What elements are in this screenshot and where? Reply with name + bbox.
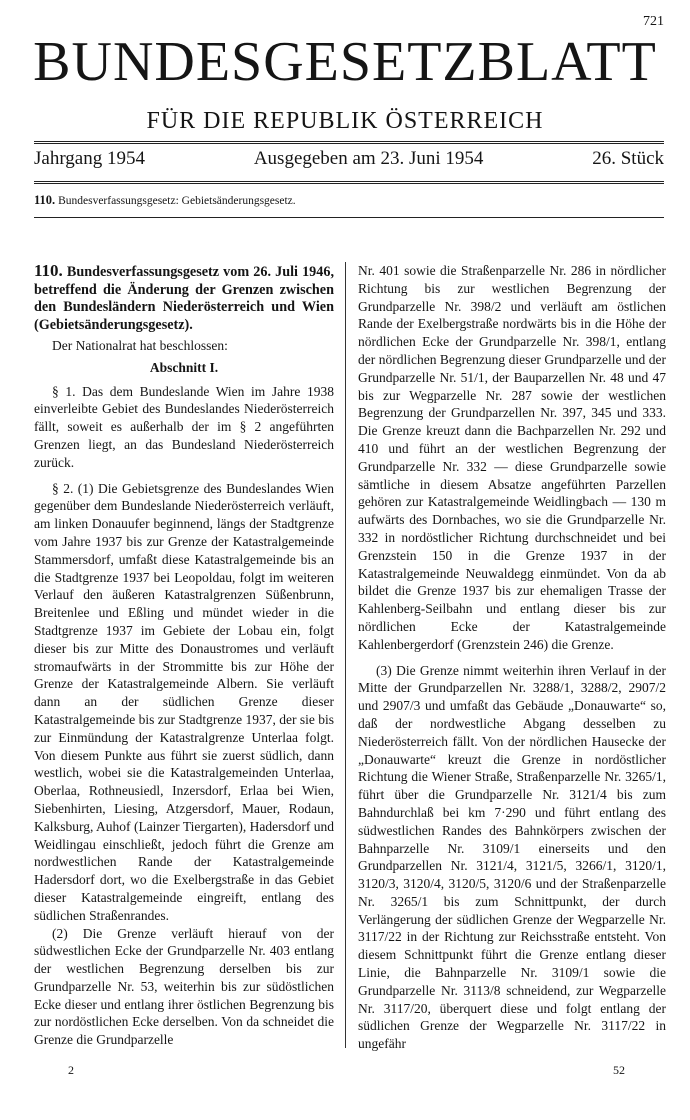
left-column xyxy=(34,262,334,1049)
law-number: 110. xyxy=(34,261,63,280)
section-heading: Abschnitt I. xyxy=(149,359,219,375)
issue-piece: 26. Stück xyxy=(592,148,664,169)
toc-number: 110. xyxy=(34,193,56,207)
paragraph: Nr. 401 sowie die Straßenparzelle Nr. 286 in nördlicher Richtung bis zur westlichen Begrenzung der Grundparzelle Nr. 398/2 und verläuft am östlichen Rande der Exelbergstraße nordwärts bis in die Höhe der nördlichen Ecke der Grundparzelle Nr. 398/1, entlang der nördlichen Begrenzung dieser Grundparzelle und der Grundparzelle Nr. 51/1, der Bauparzellen Nr. 48 und 47 bis zur Wegparzelle Nr. 287 sowie der westlichen Begrenzung der Grundparzellen Nr. 397, 345 und 333. Die Grenze kreuzt dann die Bachparzellen Nr. 292 und 410 und führt an der westlichen Begrenzung der Grundparzelle Nr. 332 — diese Grundparzelle sowie sämtliche in diesem Absatze angeführten Parzellen gehören zur Katastralgemeinde Weidlingbach — 130 m aufwärts des Dornbaches, wo sie die Grundparzelle Nr. 332 in nordöstlicher Richtung durchschneidet und bei Grenzstein 150 in die Grenze 1937 in der Katastralgemeinde Neuwaldegg einmündet. Von da ab bildet die Grenze 1937 bis zur ehemaligen Trasse der Kahlenberg-Seilbahn und entlang dieser bis zur nördlichen Ecke der Katastralgemeinde Kahlenbergerdorf (Grenzstein 246) die Grenze. xyxy=(358,263,666,652)
issue-row xyxy=(34,148,664,170)
rule-top xyxy=(34,141,664,144)
law-title: Bundesverfassungsgesetz vom 26. Juli 1946, betreffend die Änderung der Grenzen zwischen den Bundesländern Niederösterreich und Wien (Gebietsänderungsgesetz). xyxy=(34,264,334,333)
masthead-subtitle: FÜR DIE REPUBLIK ÖSTERREICH xyxy=(146,108,544,134)
footer-left: 2 xyxy=(68,1063,74,1077)
column-divider xyxy=(345,262,346,1048)
paragraph: § 2. (1) Die Gebietsgrenze des Bundeslandes Wien gegenüber dem Bundeslande Niederösterreich verläuft, am linken Donauufer beginnend, längs der Stadtgrenze vom Jahre 1937 bis zur Grenze der Katastralgemeinde Stammersdorf, umfaßt diese Katastralgemeinde bis an die Stadtgrenze 1937 bei Leopoldau, folgt im weiteren Verlauf den äußeren Katastralgrenzen Süßenbrunn, Breitenlee und Eßling und mündet wieder in die Stadtgrenze 1937 im Gebiete der Lobau ein, folgt dieser bis zur Mitte des Donaustromes und verläuft stromaufwärts in der Strommitte bis zur Höhe der Grenze der Katastralgemeinde Albern. Sie verläuft dann an der südlichen Grenze dieser Katastralgemeinde bis zur Stadtgrenze 1937, der sie bis zur Einmündung der Katastralgrenze Unterlaa folgt. Von diesem Punkte aus führt sie zuerst südlich, dann westlich, wobei sie die Katastralgemeinden Unterlaa, Oberlaa, Rothneusiedl, Inzersdorf, Erlaa bei Wien, Siebenhirten, Liesing, Atzgersdorf, Mauer, Rodaun, Kalksburg, Auhof (Lainzer Tiergarten), Hadersdorf und Weidlingau einschließt, jedoch führt die Grenze am nordwestlichen Rande der Katastralgemeinde Hadersdorf dort, wo die Exelbergstraße in das Gebiet dieser Katastralgemeinde eingreift, entlang des südlichen Straßenrandes. xyxy=(34,480,334,923)
paragraph: § 1. Das dem Bundeslande Wien im Jahre 1938 einverleibte Gebiet des Bundeslandes Niederösterreich fällt, soweit es außerhalb der im § 2 angeführten Grenzen liegt, an das Bundesland Niederösterreich zurück. xyxy=(34,383,334,470)
footer-right: 52 xyxy=(613,1063,625,1077)
law-intro: Der Nationalrat hat beschlossen: xyxy=(52,338,228,353)
toc-text: Bundesverfassungsgesetz: Gebietsänderungsgesetz. xyxy=(58,195,296,207)
rule-middle xyxy=(34,181,664,184)
page-number: 721 xyxy=(643,14,664,29)
issue-year: Jahrgang 1954 xyxy=(34,148,145,169)
table-of-contents xyxy=(34,193,296,208)
law-heading xyxy=(34,262,334,334)
right-column xyxy=(358,262,666,1053)
issue-date: Ausgegeben am 23. Juni 1954 xyxy=(253,148,484,169)
rule-contents xyxy=(34,217,664,218)
paragraph: (3) Die Grenze nimmt weiterhin ihren Verlauf in der Mitte der Grundparzellen Nr. 3288/1, 3288/2, 2907/2 und 2907/3 und umfaßt das Gebäude „Donauwarte“ so, daß der nordwestliche Abgang desselben zu Niederösterreich fällt. Von der nördlichen Hausecke der „Donauwarte“ kreuzt die Grenze in nordöstlicher Richtung die Wiener Straße, Straßenparzelle Nr. 3265/1, führt über die Grundparzelle Nr. 3121/4 bis zum Bahndurchlaß bei km 7·290 und führt entlang des südwestlichen Randes des Bahnkörpers zwischen der Bahnparzelle Nr. 3109/1 einerseits und den Grundparzellen Nr. 3121/4, 3121/5, 3266/1, 3120/1, 3120/3, 3120/4, 3120/5, 3120/6 und der Straßenparzelle Nr. 3265/1 bis zum Schnittpunkt, der durch Verlängerung der südlichen Grenze der Wegparzelle Nr. 3117/22 in der Richtung zur Reichsstraße entsteht. Von diesem Schnittpunkt führt die Grenze entlang dieser Linie, die Bahnparzelle Nr. 3109/1 sowie die Grundparzelle Nr. 3113/8 schneidend, zur Wegparzelle Nr. 3117/20, überquert diese und folgt entlang der südlichen Grenze der Wegparzelle Nr. 3117/22 in ungefähr xyxy=(358,662,666,1052)
masthead-title: BUNDESGESETZBLATT xyxy=(33,31,657,93)
paragraph: (2) Die Grenze verläuft hierauf von der südwestlichen Ecke der Grundparzelle Nr. 403 entlang der westlichen Begrenzung derselben bis zur Grundparzelle Nr. 53, weiterhin bis zur südöstlichen Ecke dieser und entlang ihrer östlichen Begrenzung bis zur nordöstlichen Ecke derselben. Von da schneidet die Grenze die Grundparzelle xyxy=(34,925,334,1048)
